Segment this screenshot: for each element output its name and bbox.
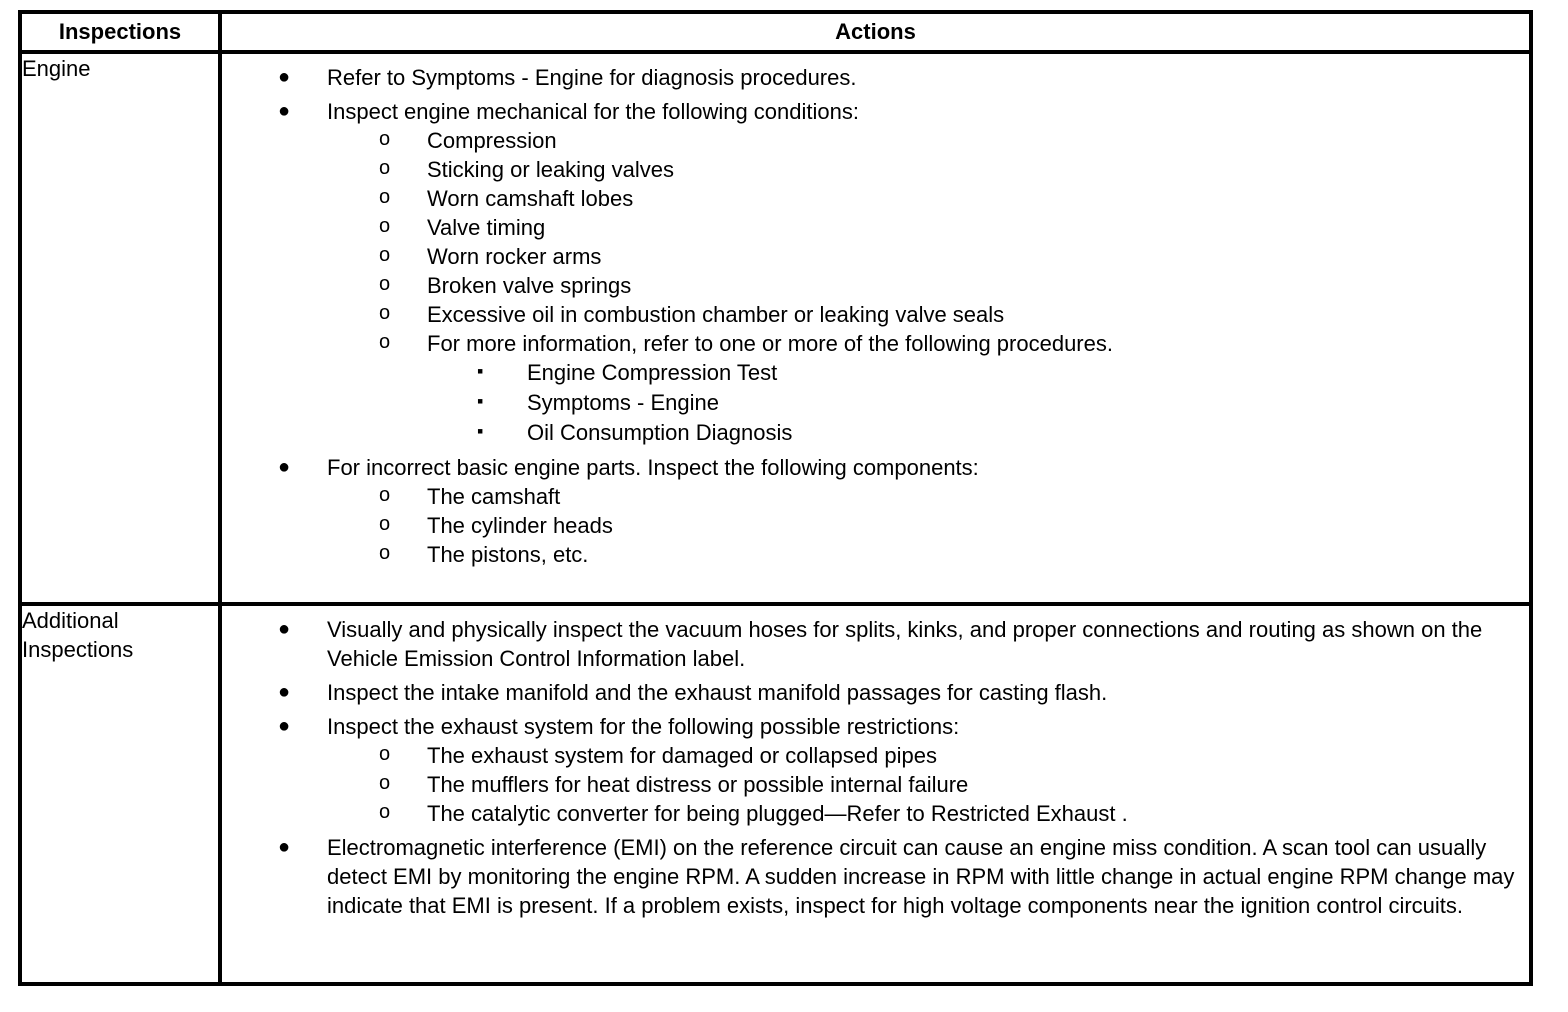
circle-bullet-icon: o — [379, 484, 391, 506]
sub-item-text: The mufflers for heat distress or possible internal failure — [427, 772, 969, 797]
sub-list-item — [327, 511, 1525, 540]
sub-list-item — [327, 213, 1525, 242]
circle-bullet-icon: o — [379, 801, 391, 823]
header-row — [20, 12, 1531, 52]
bullet-icon: ● — [278, 715, 291, 737]
circle-bullet-icon: o — [379, 273, 391, 295]
sub-item-text: Broken valve springs — [427, 273, 632, 298]
bullet-icon: ● — [278, 456, 291, 478]
bullet-icon: ● — [278, 100, 291, 122]
sub-list-item — [327, 126, 1525, 155]
sub-item-text: Compression — [427, 128, 557, 153]
sub-list-item — [327, 184, 1525, 213]
sub-sub-list-item — [427, 418, 1525, 448]
sub-list-item — [327, 741, 1525, 770]
list-item — [222, 97, 1525, 448]
sub-sub-item-text: Engine Compression Test — [527, 360, 778, 385]
list-item — [222, 453, 1525, 569]
list-item — [222, 63, 1525, 92]
circle-bullet-icon: o — [379, 513, 391, 535]
table-row — [20, 52, 1531, 604]
square-bullet-icon: ▪ — [477, 391, 484, 411]
list-item-text: For incorrect basic engine parts. Inspect the following components: — [327, 455, 979, 480]
inspection-table — [18, 10, 1533, 986]
list-item-text: Inspect the intake manifold and the exhaust manifold passages for casting flash. — [327, 680, 1108, 705]
circle-bullet-icon: o — [379, 302, 391, 324]
inspection-cell: Engine — [20, 52, 220, 604]
sub-list-item — [327, 540, 1525, 569]
table-row — [20, 604, 1531, 984]
list-item — [222, 615, 1525, 673]
actions-header: Actions — [220, 12, 1531, 52]
sub-item-text: For more information, refer to one or more of the following procedures. — [427, 331, 1113, 356]
sub-item-text: Sticking or leaking valves — [427, 157, 675, 182]
circle-bullet-icon: o — [379, 542, 391, 564]
sub-item-text: The camshaft — [427, 484, 561, 509]
bullet-icon: ● — [278, 618, 291, 640]
sub-list-item — [327, 329, 1525, 448]
sub-sub-list — [427, 358, 1525, 448]
sub-list-item — [327, 482, 1525, 511]
sub-list — [327, 126, 1525, 448]
actions-cell — [220, 52, 1531, 604]
sub-list-item — [327, 799, 1525, 828]
circle-bullet-icon: o — [379, 743, 391, 765]
sub-list — [327, 741, 1525, 828]
sub-list-item — [327, 300, 1525, 329]
sub-sub-item-text: Symptoms - Engine — [527, 390, 719, 415]
list-item-text: Inspect the exhaust system for the following possible restrictions: — [327, 714, 960, 739]
sub-sub-list-item — [427, 388, 1525, 418]
list-item — [222, 678, 1525, 707]
sub-item-text: Excessive oil in combustion chamber or leaking valve seals — [427, 302, 1005, 327]
circle-bullet-icon: o — [379, 331, 391, 353]
circle-bullet-icon: o — [379, 772, 391, 794]
action-list — [222, 54, 1529, 569]
actions-cell — [220, 604, 1531, 984]
bullet-icon: ● — [278, 66, 291, 88]
sub-item-text: The cylinder heads — [427, 513, 613, 538]
list-item-text: Refer to Symptoms - Engine for diagnosis procedures. — [327, 65, 857, 90]
sub-item-text: The exhaust system for damaged or collapsed pipes — [427, 743, 937, 768]
inspection-cell: Additional Inspections — [20, 604, 220, 984]
square-bullet-icon: ▪ — [477, 361, 484, 381]
sub-list-item — [327, 155, 1525, 184]
sub-list — [327, 482, 1525, 569]
list-item — [222, 833, 1525, 920]
sub-item-text: The pistons, etc. — [427, 542, 589, 567]
circle-bullet-icon: o — [379, 244, 391, 266]
sub-list-item — [327, 242, 1525, 271]
sub-list-item — [327, 770, 1525, 799]
sub-item-text: Valve timing — [427, 215, 546, 240]
bullet-icon: ● — [278, 836, 291, 858]
square-bullet-icon: ▪ — [477, 421, 484, 441]
circle-bullet-icon: o — [379, 186, 391, 208]
sub-item-text: The catalytic converter for being plugged—Refer to Restricted Exhaust . — [427, 801, 1128, 826]
circle-bullet-icon: o — [379, 128, 391, 150]
list-item-text: Electromagnetic interference (EMI) on the reference circuit can cause an engine miss condition. A scan tool can usually detect EMI by monitoring the engine RPM. A sudden increase in RPM with little change in actual engine RPM change may indicate that EMI is present. If a problem exists, inspect for high voltage components near the ignition control circuits. — [327, 835, 1515, 918]
sub-list-item — [327, 271, 1525, 300]
sub-sub-item-text: Oil Consumption Diagnosis — [527, 420, 793, 445]
list-item — [222, 712, 1525, 828]
bullet-icon: ● — [278, 681, 291, 703]
circle-bullet-icon: o — [379, 157, 391, 179]
list-item-text: Visually and physically inspect the vacuum hoses for splits, kinks, and proper connections and routing as shown on the Vehicle Emission Control Information label. — [327, 617, 1483, 671]
list-item-text: Inspect engine mechanical for the following conditions: — [327, 99, 859, 124]
sub-sub-list-item — [427, 358, 1525, 388]
circle-bullet-icon: o — [379, 215, 391, 237]
action-list — [222, 606, 1529, 920]
sub-item-text: Worn rocker arms — [427, 244, 602, 269]
sub-item-text: Worn camshaft lobes — [427, 186, 634, 211]
inspections-header: Inspections — [20, 12, 220, 52]
